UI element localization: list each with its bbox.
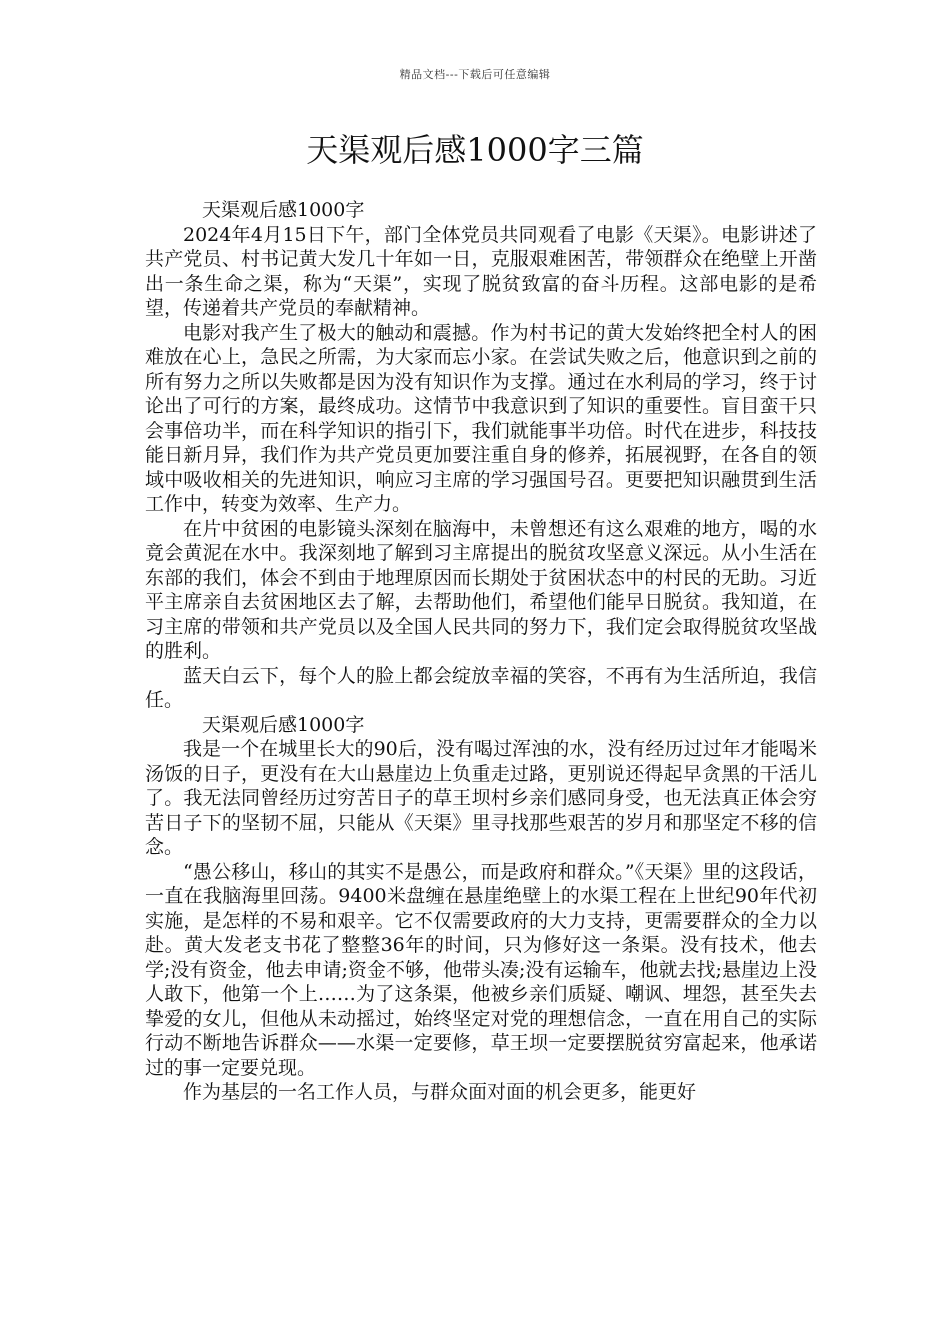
paragraph: 蓝天白云下，每个人的脸上都会绽放幸福的笑容，不再有为生活所迫，我信任。: [145, 664, 817, 711]
paragraph: 在片中贫困的电影镜头深刻在脑海中，未曾想还有这么艰难的地方，喝的水竟会黄泥在水中。我深刻地了解到习主席提出的脱贫攻坚意义深远。从小生活在东部的我们，体会不到由于地理原因而长期处于贫困状态中的村民的无助。习近平主席亲自去贫困地区去了解，去帮助他们，希望他们能早日脱贫。我知道，在习主席的带领和共产党员以及全国人民共同的努力下，我们定会取得脱贫攻坚战的胜利。: [145, 517, 817, 662]
header-note: 精品文档---下载后可任意编辑: [399, 68, 551, 81]
paragraph: “愚公移山，移山的其实不是愚公，而是政府和群众。”《天渠》里的这段话，一直在我脑海里回荡。9400米盘缠在悬崖绝壁上的水渠工程在上世纪90年代初实施，是怎样的不易和艰辛。它不仅需要政府的大力支持，更需要群众的全力以赴。黄大发老支书花了整整36年的时间，只为修好这一条渠。没有技术，他去学;没有资金，他去申请;资金不够，他带头凑;没有运输车，他就去找;悬崖边上没人敢下，他第一个上……为了这条渠，他被乡亲们质疑、嘲讽、埋怨，甚至失去挚爱的女儿，但他从未动摇过，始终坚定对党的理想信念，一直在用自己的实际行动不断地告诉群众——水渠一定要修，草王坝一定要摆脱贫穷富起来，他承诺过的事一定要兑现。: [145, 860, 817, 1079]
article-body: [145, 198, 817, 1105]
paragraph: 我是一个在城里长大的90后，没有喝过浑浊的水，没有经历过过年才能喝米汤饭的日子，更没有在大山悬崖边上负重走过路，更别说还得起早贪黑的干活儿了。我无法同曾经历过穷苦日子的草王坝村乡亲们感同身受，也无法真正体会穷苦日子下的坚韧不屈，只能从《天渠》里寻找那些艰苦的岁月和那坚定不移的信念。: [145, 738, 817, 858]
paragraph: 作为基层的一名工作人员，与群众面对面的机会更多，能更好: [183, 1081, 697, 1103]
page-title: 天渠观后感1000字三篇: [306, 131, 644, 169]
paragraph: 电影对我产生了极大的触动和震撼。作为村书记的黄大发始终把全村人的困难放在心上，急民之所需，为大家而忘小家。在尝试失败之后，他意识到之前的所有努力之所以失败都是因为没有知识作为支撑。通过在水利局的学习，终于讨论出了可行的方案，最终成功。这情节中我意识到了知识的重要性。盲目蛮干只会事倍功半，而在科学知识的指引下，我们就能事半功倍。时代在进步，科技技能日新月异，我们作为共产党员更加要注重自身的修养，拓展视野，在各自的领域中吸收相关的先进知识，响应习主席的学习强国号召。更要把知识融贯到生活工作中，转变为效率、生产力。: [145, 321, 817, 515]
section-heading: 天渠观后感1000字: [202, 199, 365, 221]
paragraph: 2024年4月15日下午，部门全体党员共同观看了电影《天渠》。电影讲述了共产党员、村书记黄大发几十年如一日，克服艰难困苦，带领群众在绝壁上开凿出一条生命之渠，称为“天渠”，实现了脱贫致富的奋斗历程。这部电影的是希望，传递着共产党员的奉献精神。: [145, 223, 817, 319]
section-heading: 天渠观后感1000字: [202, 713, 365, 736]
